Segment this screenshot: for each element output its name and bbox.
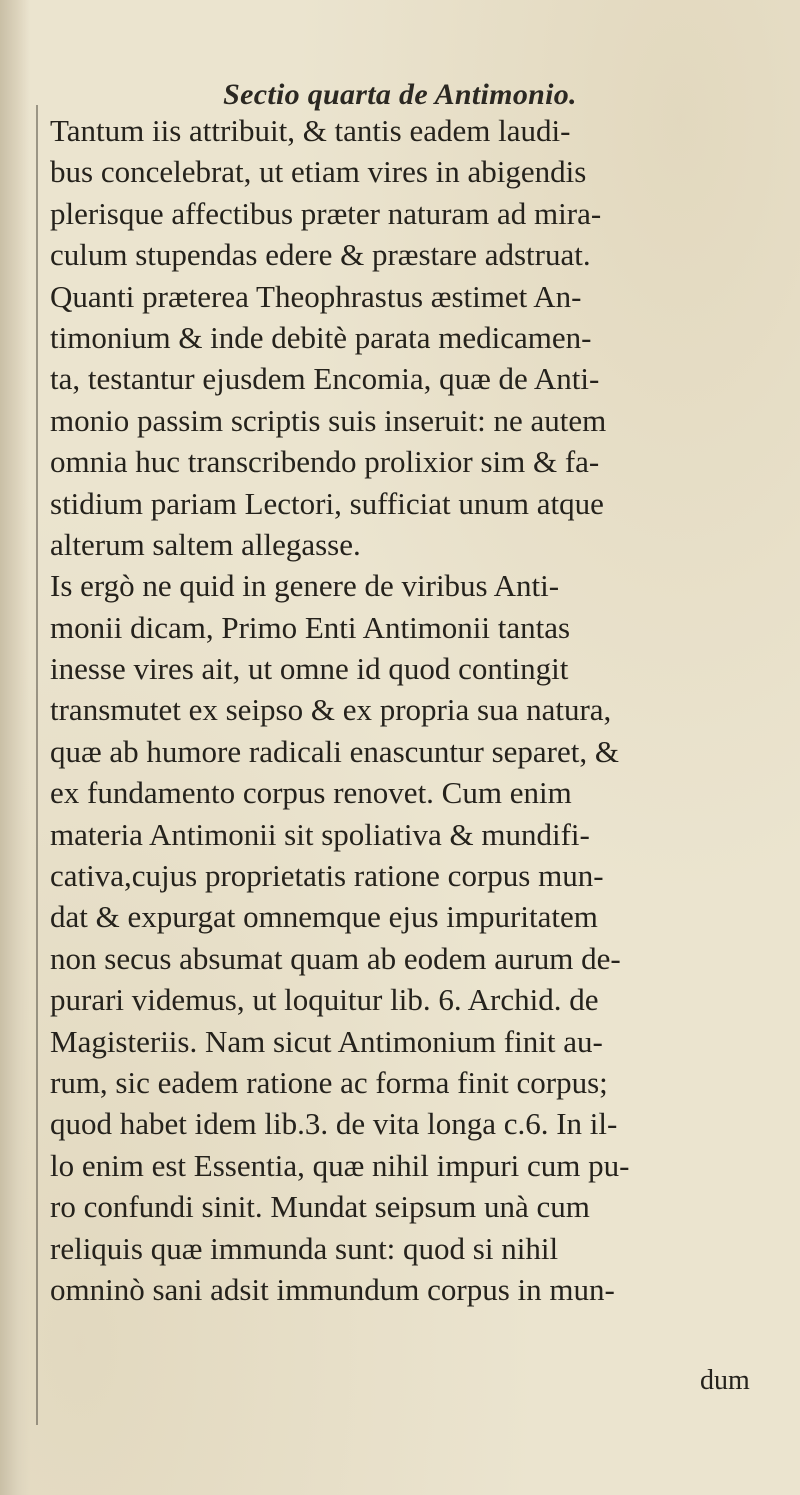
text-line: transmutet ex seipso & ex propria sua natura, [50, 692, 612, 728]
text-line: non secus absumat quam ab eodem aurum de- [50, 940, 621, 976]
text-line: bus concelebrat, ut etiam vires in abigendis [50, 154, 587, 190]
catchword: dum [700, 1365, 750, 1396]
text-line: dat & expurgat omnemque ejus impuritatem [50, 899, 598, 935]
text-line: Is ergò ne quid in genere de viribus Anti- [50, 568, 560, 604]
text-line: Tantum iis attribuit, & tantis eadem laudi- [50, 113, 571, 148]
text-line: purari videmus, ut loquitur lib. 6. Archid. de [50, 982, 599, 1018]
text-line: quod habet idem lib.3. de vita longa c.6. In il- [50, 1106, 618, 1142]
text-line: ro confundi sinit. Mundat seipsum unà cum [50, 1189, 590, 1225]
text-line: ex fundamento corpus renovet. Cum enim [50, 775, 572, 811]
text-line: omnia huc transcribendo prolixior sim & fa- [50, 444, 600, 480]
text-line: cativa,cujus proprietatis ratione corpus mun- [50, 858, 604, 894]
text-line: plerisque affectibus præter naturam ad mira- [50, 195, 602, 231]
text-line: materia Antimonii sit spoliativa & mundifi- [50, 816, 590, 852]
text-line: ta, testantur ejusdem Encomia, quæ de Anti- [50, 361, 600, 397]
text-line: quæ ab humore radicali enascuntur separet, & [50, 733, 619, 769]
body-text [50, 110, 800, 1310]
text-line: lo enim est Essentia, quæ nihil impuri cum pu- [50, 1147, 630, 1183]
text-line: omninò sani adsit immundum corpus in mun- [50, 1271, 615, 1307]
text-line: inesse vires ait, ut omne id quod contingit [50, 651, 569, 687]
page-gutter [0, 0, 30, 1495]
text-line: monii dicam, Primo Enti Antimonii tantas [50, 609, 571, 645]
text-line: monio passim scriptis suis inseruit: ne autem [50, 402, 607, 438]
gutter-fold-line [36, 105, 38, 1425]
text-line: alterum saltem allegasse. [50, 526, 361, 562]
text-line: reliquis quæ immunda sunt: quod si nihil [50, 1230, 559, 1266]
text-line: Quanti præterea Theophrastus æstimet An- [50, 278, 582, 314]
text-line: timonium & inde debitè parata medicamen- [50, 319, 592, 355]
text-line: rum, sic eadem ratione ac forma finit corpus; [50, 1064, 608, 1100]
text-line: stidium pariam Lectori, sufficiat unum atque [50, 485, 604, 521]
text-line: culum stupendas edere & præstare adstruat. [50, 237, 591, 273]
text-line: Magisteriis. Nam sicut Antimonium finit au- [50, 1023, 603, 1059]
running-header: Sectio quarta de Antimonio. [223, 78, 577, 111]
